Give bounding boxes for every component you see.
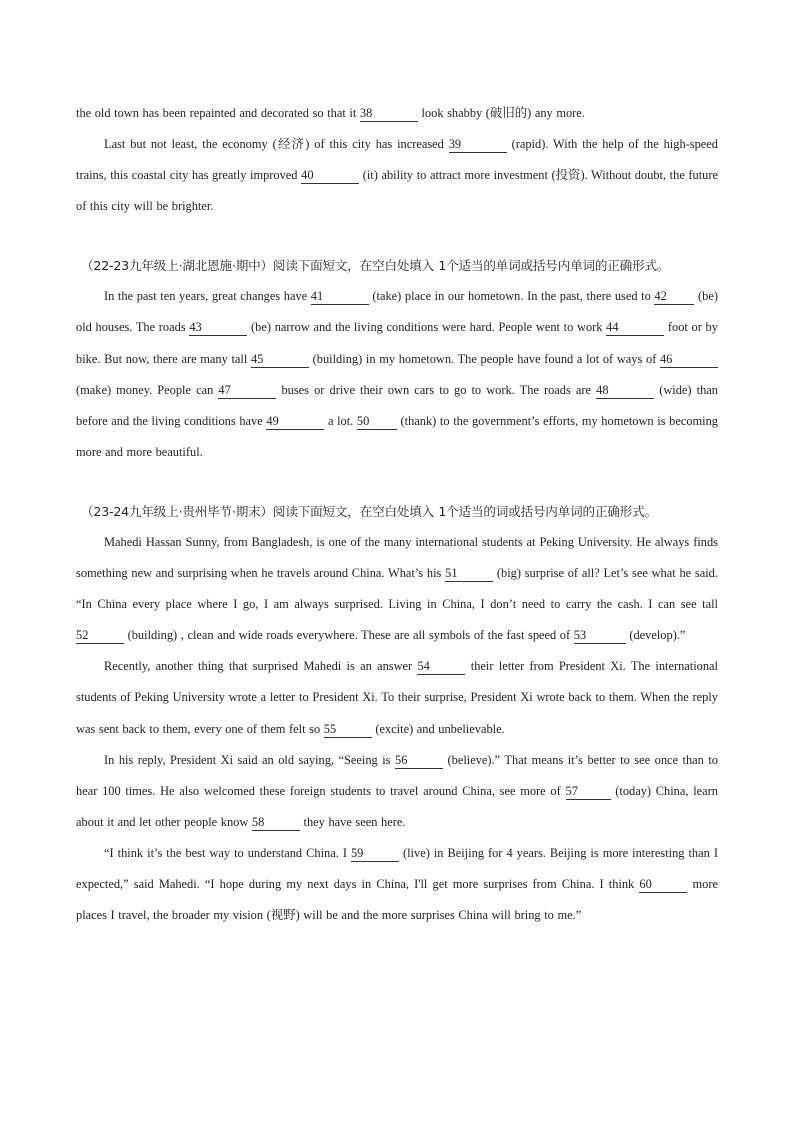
document-content bbox=[76, 98, 718, 931]
text: “I think it’s the best way to understand China. I bbox=[104, 845, 347, 860]
paragraph-understand bbox=[76, 838, 718, 931]
blank-50[interactable]: 50 bbox=[357, 414, 397, 430]
blank-43[interactable]: 43 bbox=[189, 320, 247, 336]
text: a lot. bbox=[327, 413, 354, 428]
blank-57[interactable]: 57 bbox=[566, 784, 611, 800]
text: (it) ability to attract more investment (投资). Without doubt, the future of this city will be brighter. bbox=[76, 168, 719, 214]
text: (thank) to the government’s efforts, my hometown is becoming more and more beautiful. bbox=[76, 413, 718, 459]
blank-55[interactable]: 55 bbox=[324, 722, 372, 738]
blank-44[interactable]: 44 bbox=[606, 320, 664, 336]
text: (building) , clean and wide roads everywhere. These are all symbols of the fast speed of bbox=[127, 628, 571, 643]
text: foot or by bike. But now, there are many tall bbox=[76, 320, 718, 366]
paragraph-continuation bbox=[76, 98, 718, 129]
text: In the past ten years, great changes have bbox=[104, 289, 308, 304]
blank-53[interactable]: 53 bbox=[574, 628, 626, 644]
text: look shabby (破旧的) any more. bbox=[421, 106, 585, 120]
text: (be) narrow and the living conditions were hard. People went to work bbox=[251, 320, 603, 335]
blank-49[interactable]: 49 bbox=[266, 414, 324, 430]
blank-59[interactable]: 59 bbox=[351, 846, 399, 862]
text: In his reply, President Xi said an old saying, “Seeing is bbox=[104, 752, 391, 767]
blank-56[interactable]: 56 bbox=[395, 753, 443, 769]
text: (wide) than before and the living conditions have bbox=[76, 382, 718, 428]
text: (today) China, learn about it and let other people know bbox=[76, 783, 718, 829]
blank-39[interactable]: 39 bbox=[449, 137, 507, 153]
blank-48[interactable]: 48 bbox=[596, 383, 654, 399]
text: Recently, another thing that surprised Mahedi is an answer bbox=[104, 659, 413, 674]
text: Last but not least, the economy (经济) of this city has increased bbox=[104, 137, 444, 152]
text: they have seen here. bbox=[303, 814, 406, 829]
blank-45[interactable]: 45 bbox=[251, 352, 309, 368]
text: (be) old houses. The roads bbox=[76, 289, 718, 335]
paragraph-hometown bbox=[76, 281, 718, 468]
blank-60[interactable]: 60 bbox=[639, 877, 687, 893]
text: (excite) and unbelievable. bbox=[375, 721, 505, 736]
blank-38[interactable]: 38 bbox=[360, 106, 418, 122]
blank-46[interactable]: 46 bbox=[660, 352, 718, 368]
blank-47[interactable]: 47 bbox=[218, 383, 276, 399]
text: (rapid). With the help of the high-speed trains, this coastal city has greatly improved bbox=[76, 137, 718, 183]
blank-40[interactable]: 40 bbox=[301, 168, 359, 184]
paragraph-mahedi bbox=[76, 527, 718, 651]
text: (make) money. People can bbox=[76, 382, 214, 397]
text: (take) place in our hometown. In the past, there used to bbox=[372, 289, 651, 304]
text: buses or drive their own cars to go to work. The roads are bbox=[281, 382, 592, 397]
text: (big) surprise of all? Let’s see what he said. “In China every place where I go, I am always surprised. Living in China, I don’t need to carry the cash. I can see tall bbox=[76, 566, 718, 612]
section-gap bbox=[76, 222, 718, 250]
text: Mahedi Hassan Sunny, from Bangladesh, is one of the many international students at Peking University. He always finds something new and surprising when he travels around China. What’s his bbox=[76, 534, 718, 581]
text: their letter from President Xi. The international students of Peking University wrote a letter to President Xi. To their surprise, President Xi wrote back to them. When the reply was sent back to them, every one of them felt so bbox=[76, 659, 718, 736]
blank-41[interactable]: 41 bbox=[311, 289, 369, 305]
text: (building) in my hometown. The people have found a lot of ways of bbox=[312, 351, 657, 366]
blank-54[interactable]: 54 bbox=[417, 659, 465, 675]
blank-58[interactable]: 58 bbox=[252, 815, 300, 831]
section-heading-bijie: （23-24九年级上·贵州毕节·期末）阅读下面短文，在空白处填入 1个适当的词或括号内单词的正确形式。 bbox=[81, 503, 657, 519]
text: (believe).” That means it’s better to see once than to hear 100 times. He also welcomed these foreign students to travel around China, see more of bbox=[76, 752, 718, 798]
blank-51[interactable]: 51 bbox=[445, 566, 493, 582]
section-heading-enshi: （22-23九年级上·湖北恩施·期中）阅读下面短文，在空白处填入 1个适当的单词或括号内单词的正确形式。 bbox=[81, 258, 670, 274]
blank-52[interactable]: 52 bbox=[76, 628, 124, 644]
section-gap bbox=[76, 468, 718, 496]
paragraph-reply bbox=[76, 745, 718, 838]
text: more places I travel, the broader my vision (视野) will be and the more surprises China will bring to me.” bbox=[76, 876, 718, 923]
paragraph-economy bbox=[76, 129, 718, 222]
text: (live) in Beijing for 4 years. Beijing is more interesting than I expected,” said Mahedi. “I hope during my next days in China, I'll get more surprises from China. I think bbox=[76, 845, 718, 891]
text: the old town has been repainted and decorated so that it bbox=[76, 106, 357, 120]
text: (develop).” bbox=[629, 628, 686, 643]
blank-42[interactable]: 42 bbox=[654, 289, 694, 305]
paragraph-letter bbox=[76, 651, 718, 744]
